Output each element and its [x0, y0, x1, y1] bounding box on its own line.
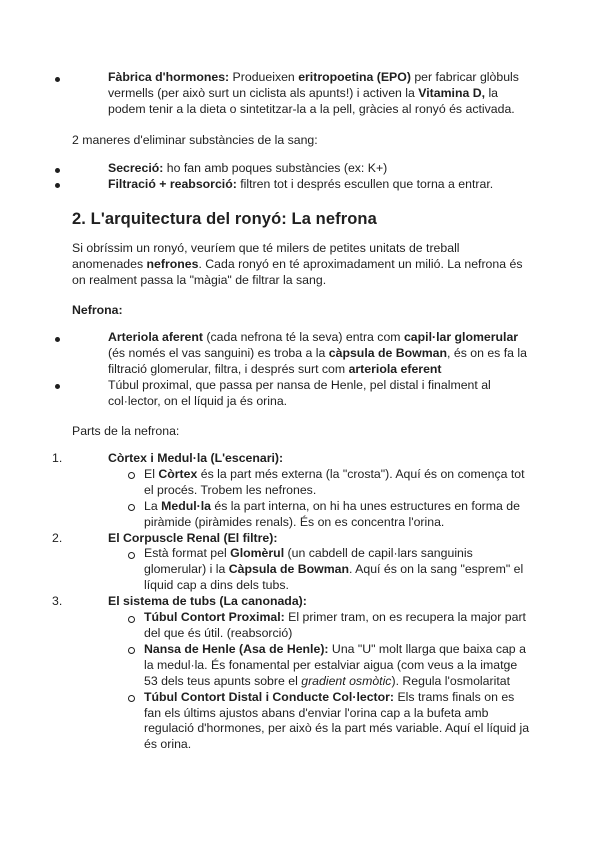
text-run: (és només el vas sanguini) es troba a la: [108, 345, 329, 360]
list-item: [72, 330, 532, 378]
section-heading: 2. L'arquitectura del ronyó: La nefrona: [72, 210, 377, 228]
bold-text: nefrones: [146, 256, 199, 271]
sub-list-item: [128, 467, 532, 499]
list-item: [72, 378, 532, 410]
text-run: . Aquí és on la sang "esprem" el líquid cap a dins dels tubs.: [144, 562, 524, 593]
nefrona-list: [72, 330, 532, 410]
item-title: Còrtex i Medul·la (L'escenari):: [108, 451, 284, 465]
bold-text: Medul·la: [161, 498, 211, 513]
bold-text: Nansa de Henle (Asa de Henle):: [144, 641, 329, 656]
sub-list: [108, 546, 532, 594]
text-run: Produeixen: [229, 70, 299, 84]
bold-text: Secreció:: [108, 161, 164, 175]
item-number: 3.: [52, 594, 63, 609]
list-item: [72, 70, 532, 118]
paragraph-intro: [72, 241, 532, 289]
sub-list: [108, 467, 532, 531]
nefrona-label: Nefrona:: [72, 303, 123, 317]
sub-list-item: [128, 610, 532, 642]
bold-text: Túbul Contort Proximal:: [144, 610, 285, 625]
bold-text: Arteriola aferent: [108, 330, 203, 344]
text-run: Una "U" molt llarga que baixa cap a la medul·la. És fonamental per estalviar aigua (com veus a la imatge 53 dels teus apunts sobre el: [144, 641, 526, 688]
text-run: és la part interna, on hi ha unes estructures en forma de piràmide (piràmides renals). És on es concentra l'orina.: [144, 498, 520, 529]
text-run: Està format pel: [144, 546, 231, 561]
bold-text: Còrtex: [158, 466, 198, 481]
sub-list-item: [128, 546, 532, 594]
bold-text: Fàbrica d'hormones:: [108, 70, 230, 84]
text-run: per fabricar glòbuls vermells (per això surt un ciclista als apunts!) i activen la: [108, 70, 519, 100]
sub-list-item: [128, 642, 532, 690]
italic-text: gradient osmòtic: [301, 673, 392, 688]
bold-text: Vitamina D,: [418, 85, 486, 100]
text-run: és la part més externa (la "crosta"). Aquí és on comença tot el procés. Trobem les nefrones.: [144, 466, 525, 497]
numbered-item: [52, 451, 532, 531]
text-run: Els trams finals on es fan els últims ajustos abans d'enviar l'orina cap a la bufeta amb regulació d'hormones, per això és la part més variable. Aquí el líquid ja és orina.: [144, 689, 530, 752]
paragraph-two-ways: 2 maneres d'eliminar substàncies de la sang:: [72, 133, 318, 147]
item-title: El Corpuscle Renal (El filtre):: [108, 530, 278, 545]
text-run: la podem tenir a la dieta o sintetitzar-la a la pell, gràcies al ronyó és activada.: [108, 85, 515, 116]
parts-label: Parts de la nefrona:: [72, 424, 180, 438]
parts-list: [52, 451, 532, 753]
list-item: [72, 161, 532, 177]
bold-text: arteriola eferent: [348, 361, 442, 376]
text-run: . Cada ronyó en té aproximadament un milió. La nefrona és on realment passa la "màgia" de filtrar la sang.: [72, 256, 523, 287]
numbered-item: [52, 530, 532, 595]
bold-text: capil·lar glomerular: [403, 330, 519, 344]
text-run: (cada nefrona té la seva) entra com: [203, 330, 404, 344]
elimination-list: [72, 161, 532, 193]
sub-list-item: [128, 499, 532, 531]
text-run: ). Regula l'osmolaritat: [391, 673, 511, 688]
bold-text: Glomèrul: [230, 546, 285, 561]
item-number: 2.: [52, 530, 63, 545]
hormones-list: [72, 70, 532, 118]
list-item: [72, 177, 532, 193]
bold-text: Càpsula de Bowman: [228, 562, 350, 577]
sub-list: [108, 610, 532, 753]
bold-text: Filtració + reabsorció:: [108, 176, 237, 191]
bold-text: eritropoetina (EPO): [298, 70, 411, 84]
text-run: El primer tram, on es recupera la major part del que és útil. (reabsorció): [144, 610, 526, 640]
numbered-item: [52, 594, 532, 753]
text-run: (un cabdell de capil·lars sanguinis glomerular) i la: [144, 546, 473, 577]
text-run: ho fan amb poques substàncies (ex: K+): [163, 161, 388, 175]
text-run: filtren tot i després escullen que torna a entrar.: [236, 176, 494, 191]
sub-list-item: [128, 690, 532, 754]
text-run: Si obríssim un ronyó, veuríem que té milers de petites unitats de treball anomenades: [72, 241, 460, 271]
bold-text: Túbul Contort Distal i Conducte Col·lector:: [144, 689, 395, 704]
text-run: El: [144, 466, 159, 481]
text-run: , és on es fa la filtració glomerular, filtra, i després surt com: [108, 345, 527, 376]
bold-text: càpsula de Bowman: [328, 345, 448, 360]
item-title: El sistema de tubs (La canonada):: [108, 594, 307, 609]
text-run: La: [144, 498, 162, 513]
text-run: Túbul proximal, que passa per nansa de Henle, pel distal i finalment al col·lector, on el líquid ja és orina.: [108, 377, 491, 408]
item-number: 1.: [52, 451, 63, 465]
